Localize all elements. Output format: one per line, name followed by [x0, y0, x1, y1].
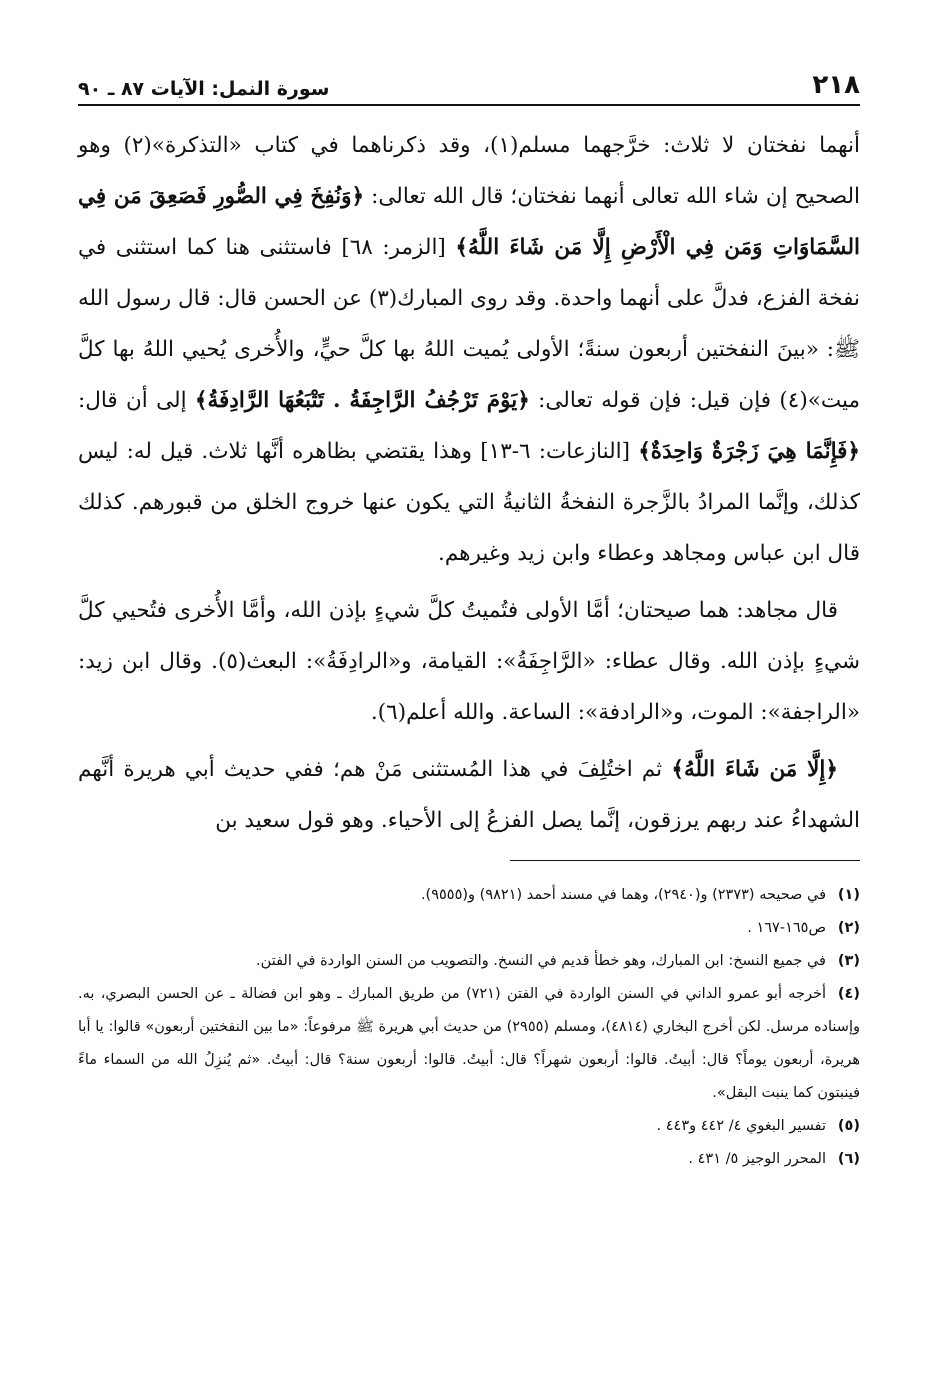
quran-quote: ﴿فَإِنَّمَا هِيَ زَجْرَةٌ وَاحِدَةٌ﴾	[638, 439, 861, 464]
footnote	[78, 1143, 860, 1176]
running-title: سورة النمل: الآيات ٨٧ ـ ٩٠	[78, 78, 330, 100]
main-text	[78, 120, 860, 846]
text-segment: أنهما نفختان لا ثلاث: خرَّجهما مسلم(١)، وقد ذكرناهما في كتاب «التذكرة»(٢) وهو الصحيح إن شاء الله تعالى أنهما نفختان؛ قال الله تعالى:	[78, 133, 860, 209]
footnote-text: المحرر الوجيز ٥/ ٤٣١ .	[688, 1151, 826, 1167]
paragraph	[78, 744, 860, 846]
footnote-text: ص١٦٥-١٦٧ .	[747, 920, 826, 936]
footnote-number: (٤)	[837, 986, 861, 1002]
footnote	[78, 1110, 860, 1143]
text-segment: قال مجاهد: هما صيحتان؛ أمَّا الأولى فتُميتُ كلَّ شيءٍ بإذن الله، وأمَّا الأُخرى فتُحيي كلَّ شيءٍ بإذن الله. وقال عطاء: «الرَّاجِفَةُ»: القيامة، و«الرادِفَةُ»: البعث(٥). وقال ابن زيد: «الراجفة»: الموت، و«الرادفة»: الساعة. والله أعلم(٦).	[78, 598, 860, 725]
book-page	[78, 58, 860, 1176]
text-segment: إلى أن قال:	[78, 388, 195, 413]
footnote-number: (٦)	[837, 1151, 860, 1167]
page-number: ٢١٨	[812, 70, 860, 100]
footnote-text: في جميع النسخ: ابن المبارك، وهو خطأ قديم في النسخ. والتصويب من السنن الواردة في الفتن.	[256, 953, 826, 969]
paragraph	[78, 585, 860, 738]
footnote-text: في صحيحه (٢٣٧٣) و(٢٩٤٠)، وهما في مسند أحمد (٩٨٢١) و(٩٥٥٥).	[420, 887, 826, 903]
footnote-divider	[510, 860, 860, 861]
footnote-number: (٥)	[837, 1118, 860, 1134]
text-segment: [الزمر: ٦٨] فاستثنى هنا كما استثنى في نفخة الفزع، فدلَّ على أنهما واحدة. وقد روى المبارك(٣) عن الحسن قال: قال رسول الله ﷺ: «بينَ النفختين أربعون سنةً؛ الأولى يُميت اللهُ بها كلَّ حيٍّ، والأُخرى يُحيي اللهُ بها كلَّ ميت»(٤) فإن قيل: فإن قوله تعالى:	[78, 235, 860, 413]
footnote-text: تفسير البغوي ٤/ ٤٤٢ و٤٤٣ .	[656, 1118, 826, 1134]
footnote	[78, 912, 860, 945]
footnote-text: أخرجه أبو عمرو الداني في السنن الواردة في الفتن (٧٢١) من طريق المبارك ـ وهو ابن فضالة ـ عن الحسن البصري، به. وإسناده مرسل. لكن أخرج البخاري (٤٨١٤)، ومسلم (٢٩٥٥) من حديث أبي هريرة ﷺ مرفوعاً: «ما بين النفختين أربعون» قالوا: يا أبا هريرة، أربعون يوماً؟ قال: أبيتُ. قالوا: أربعون شهراً؟ قال: أبيتُ. قالوا: أربعون سنة؟ قال: أبيتُ. «ثم يُنزِلُ الله من السماء ماءً فينبتون كما ينبت البقل».	[78, 986, 860, 1101]
footnote	[78, 879, 860, 912]
paragraph	[78, 120, 860, 579]
text-segment: ثم اختُلِفَ في هذا المُستثنى مَنْ هم؛ ففي حديث أبي هريرة أنَّهم الشهداءُ عند ربهم يرزقون، إنَّما يصل الفزعُ إلى الأحياء. وهو قول سعيد بن	[78, 757, 860, 833]
footnotes	[78, 879, 860, 1176]
footnote	[78, 945, 860, 978]
quran-quote: ﴿يَوْمَ تَرْجُفُ الرَّاجِفَةُ . تَتْبَعُهَا الرَّادِفَةُ﴾	[194, 388, 530, 413]
text-segment: [النازعات: ٦-١٣] وهذا يقتضي بظاهره أنَّها ثلاث. قيل له: ليس كذلك، وإنَّما المرادُ بالزَّجرة النفخةُ الثانيةُ التي يكون عنها خروج الخلق من قبورهم. كذلك قال ابن عباس ومجاهد وعطاء وابن زيد وغيرهم.	[78, 439, 860, 566]
footnote-number: (٣)	[837, 953, 860, 969]
page-header	[78, 58, 860, 106]
quran-quote: ﴿إِلَّا مَن شَاءَ اللَّهُ﴾	[671, 757, 838, 782]
quran-quote: ﴿وَنُفِخَ فِي الصُّورِ فَصَعِقَ مَن فِي السَّمَاوَاتِ وَمَن فِي الْأَرْضِ إِلَّا مَن شَاءَ اللَّهُ﴾	[78, 184, 860, 260]
footnote	[78, 978, 860, 1110]
footnote-number: (٢)	[837, 920, 860, 936]
footnote-number: (١)	[837, 887, 860, 903]
